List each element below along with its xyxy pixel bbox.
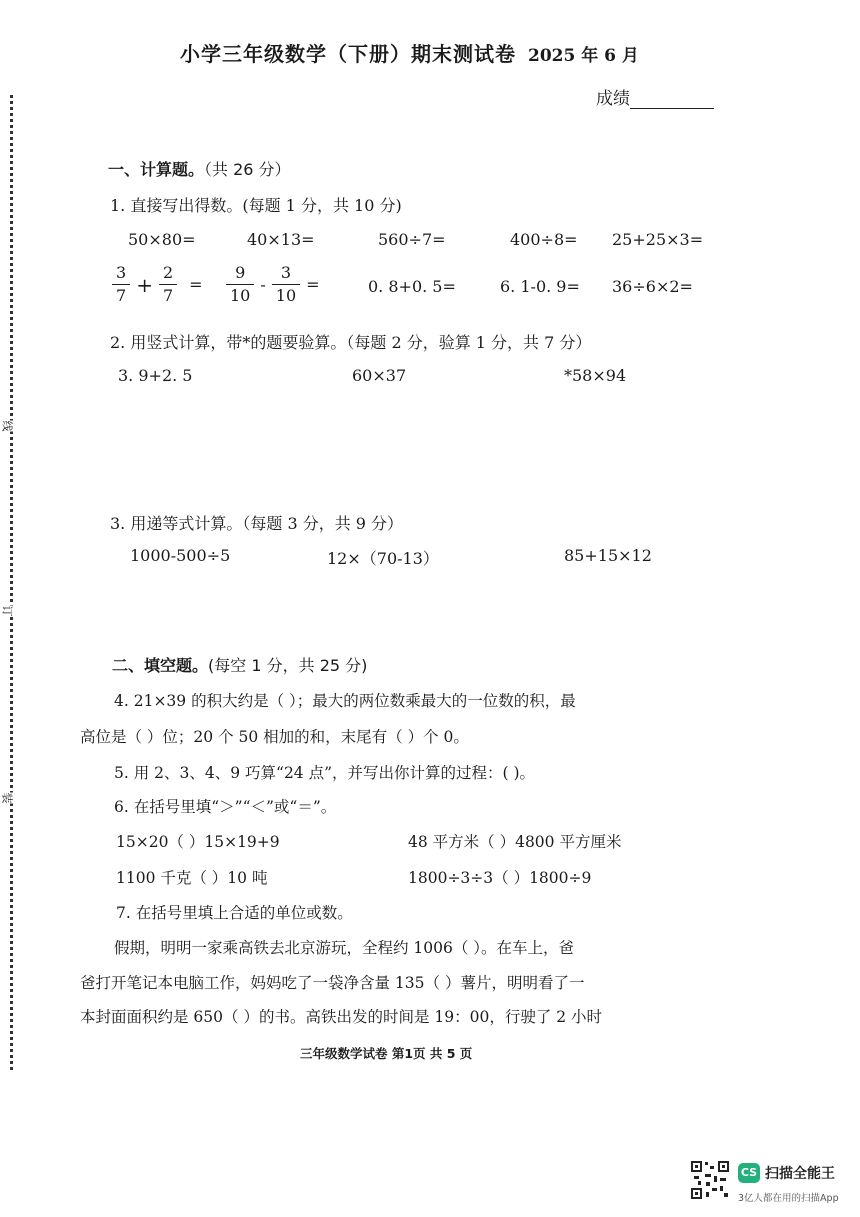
q2-title: 2. 用竖式计算，带*的题要验算。（每题 2 分，验算 1 分，共 7 分） [110,333,592,352]
q1-item-8: 0. 8+0. 5= [368,277,456,296]
q6-item-3: 1100 千克（ ）10 吨 [116,869,268,887]
section1-points: （共 26 分） [204,160,291,179]
section2-title: 二、填空题。 [112,656,209,675]
q6-item-4: 1800÷3÷3（ ）1800÷9 [408,869,592,887]
q3-item-1: 1000-500÷5 [130,546,231,565]
q3-title: 3. 用递等式计算。（每题 3 分，共 9 分） [110,514,404,533]
q1-fraction-item-2: $\frac{9}{10}$ - $\frac{3}{10}$ = [228,262,320,307]
q1-fraction-item-1: $\frac{3}{7}$ + $\frac{2}{7}$ = [114,262,203,307]
q1-item-4: 400÷8= [510,230,578,249]
q1-item-10: 36÷6×2= [612,277,693,296]
q6-item-2: 48 平方米（ ）4800 平方厘米 [408,833,622,851]
q1-item-1: 50×80= [128,230,196,249]
q7-title: 7. 在括号里填上合适的单位或数。 [116,904,353,922]
section1-title: 一、计算题。 [108,160,205,179]
fraction: $\frac{3}{10}$ [274,262,298,307]
qr-code-icon [690,1160,730,1200]
camscanner-name: 扫描全能王 [765,1166,835,1182]
camscanner-logo: CS [738,1163,760,1183]
q4-line-1: 4. 21×39 的积大约是（ ）；最大的两位数乘最大的一位数的积，最 [114,692,576,710]
q1-item-3: 560÷7= [378,230,446,249]
section2-heading [112,653,367,676]
score-field [596,84,714,109]
q7-line-1: 假期，明明一家乘高铁去北京游玩，全程约 1006（ ）。在车上，爸 [114,939,575,957]
q6-item-1: 15×20（ ）15×19+9 [116,833,280,851]
fraction: $\frac{9}{10}$ [228,262,252,307]
binding-char-ding: 订 [0,605,14,617]
binding-char-zhuang: 装 [0,792,14,804]
exam-date: 2025 年 6 月 [528,46,639,66]
q4-line-2: 高位是（ ）位；20 个 50 相加的和，末尾有（ ）个 0。 [80,728,469,746]
q2-item-2: 60×37 [352,366,407,385]
page-title: 小学三年级数学（下册）期末测试卷 [180,42,516,66]
binding-char-xian: 线 [0,420,14,432]
score-blank-line [630,92,714,109]
section2-points: (每空 1 分，共 25 分) [208,656,368,675]
fraction: $\frac{3}{7}$ [114,262,128,307]
q6-title: 6. 在括号里填“＞”“＜”或“＝”。 [114,798,337,816]
q3-item-2: 12×（70-13） [327,549,439,568]
score-label: 成绩 [596,89,630,109]
page-footer: 三年级数学试卷 第1页 共 5 页 [300,1046,473,1061]
q3-item-3: 85+15×12 [564,546,652,565]
fraction: $\frac{2}{7}$ [161,262,175,307]
q7-line-2: 爸打开笔记本电脑工作，妈妈吃了一袋净含量 135（ ）薯片，明明看了一 [80,974,585,992]
q2-item-1: 3. 9+2. 5 [118,366,193,385]
section1-heading [108,157,291,180]
q1-item-9: 6. 1-0. 9= [500,277,580,296]
q7-line-3: 本封面面积约是 650（ ）的书。高铁出发的时间是 19：00，行驶了 2 小时 [80,1008,603,1026]
q2-item-3: *58×94 [564,366,627,385]
q5-text: 5. 用 2、3、4、9 巧算“24 点”，并写出你计算的过程：( )。 [114,764,536,782]
q1-item-2: 40×13= [247,230,315,249]
camscanner-tagline: 3亿人都在用的扫描App [738,1193,839,1204]
binding-margin-dotted-line [10,95,13,1070]
q1-item-5: 25+25×3= [612,230,704,249]
q1-title: 1. 直接写出得数。(每题 1 分，共 10 分) [110,196,402,215]
